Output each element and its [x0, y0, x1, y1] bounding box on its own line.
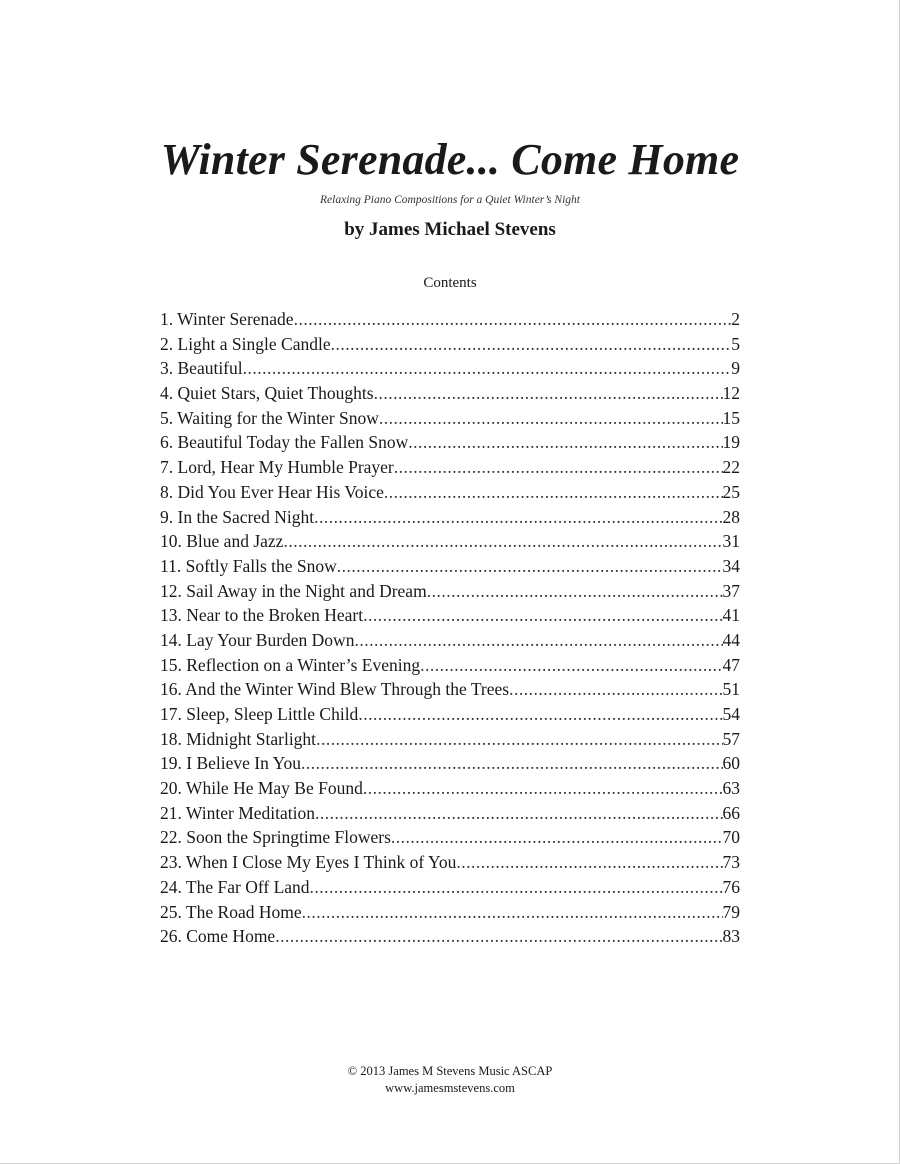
toc-dot-leader — [358, 702, 722, 727]
toc-entry — [160, 677, 740, 702]
toc-entry — [160, 332, 740, 357]
toc-dot-leader — [243, 356, 732, 381]
toc-entry-title: 18. Midnight Starlight — [160, 728, 317, 749]
toc-entry-title: 9. In the Sacred Night — [160, 506, 315, 527]
toc-entry-title: 23. When I Close My Eyes I Think of You — [160, 852, 457, 873]
toc-entry-page: 83 — [722, 926, 740, 947]
toc-entry-page: 41 — [722, 605, 740, 626]
toc-dot-leader — [314, 505, 722, 530]
toc-dot-leader — [337, 554, 723, 579]
toc-entry-page: 51 — [722, 679, 740, 700]
toc-entry-page: 44 — [722, 629, 740, 650]
toc-entry — [160, 727, 740, 752]
page-title: Winter Serenade... Come Home — [160, 135, 740, 184]
toc-entry-title: 2. Light a Single Candle — [160, 333, 331, 354]
toc-dot-leader — [509, 677, 722, 702]
toc-entry-page: 76 — [722, 876, 740, 897]
toc-entry-title: 11. Softly Falls the Snow — [160, 555, 337, 576]
toc-entry-page: 28 — [722, 506, 740, 527]
toc-entry-title: 25. The Road Home — [160, 901, 302, 922]
toc-entry-page: 31 — [722, 531, 740, 552]
toc-entry-title: 22. Soon the Springtime Flowers — [160, 827, 391, 848]
toc-entry-title: 13. Near to the Broken Heart — [160, 605, 364, 626]
toc-entry-title: 15. Reflection on a Winter’s Evening — [160, 654, 421, 675]
toc-entry-title: 6. Beautiful Today the Fallen Snow — [160, 432, 409, 453]
toc-entry-title: 7. Lord, Hear My Humble Prayer — [160, 457, 394, 478]
toc-dot-leader — [283, 529, 722, 554]
toc-entry-title: 21. Winter Meditation — [160, 802, 315, 823]
toc-entry — [160, 529, 740, 554]
toc-entry — [160, 628, 740, 653]
toc-entry-page: 66 — [722, 802, 740, 823]
toc-dot-leader — [354, 628, 722, 653]
toc-dot-leader — [384, 480, 723, 505]
toc-entry-title: 16. And the Winter Wind Blew Through the Trees — [160, 679, 510, 700]
toc-entry — [160, 702, 740, 727]
toc-entry — [160, 381, 740, 406]
author-line: by James Michael Stevens — [344, 219, 556, 240]
toc-dot-leader — [275, 924, 722, 949]
toc-dot-leader — [363, 603, 722, 628]
toc-entry — [160, 801, 740, 826]
page-subtitle: Relaxing Piano Compositions for a Quiet Winter’s Night — [320, 194, 580, 206]
toc-entry-page: 5 — [731, 333, 740, 354]
toc-entry-page: 12 — [722, 383, 740, 404]
toc-entry-title: 5. Waiting for the Winter Snow — [160, 407, 379, 428]
toc-dot-leader — [456, 850, 722, 875]
toc-entry-title: 10. Blue and Jazz — [160, 531, 284, 552]
toc-dot-leader — [391, 825, 723, 850]
toc-entry-page: 60 — [722, 753, 740, 774]
contents-heading: Contents — [423, 275, 477, 291]
toc-dot-leader — [379, 406, 723, 431]
toc-entry — [160, 875, 740, 900]
toc-entry-title: 17. Sleep, Sleep Little Child — [160, 704, 359, 724]
toc-entry-page: 34 — [722, 555, 740, 576]
toc-entry-page: 25 — [722, 481, 740, 502]
toc-entry-title: 19. I Believe In You — [160, 753, 301, 774]
toc-entry-page: 73 — [722, 852, 740, 873]
toc-entry — [160, 307, 740, 332]
toc-entry — [160, 825, 740, 850]
toc-dot-leader — [394, 455, 723, 480]
toc-dot-leader — [374, 381, 723, 406]
toc-entry-page: 15 — [722, 407, 740, 428]
toc-entry-page: 2 — [731, 309, 740, 329]
toc-dot-leader — [408, 430, 722, 455]
website-link[interactable]: www.jamesmstevens.com — [385, 1081, 515, 1095]
toc-dot-leader — [363, 776, 723, 801]
toc-entry — [160, 924, 740, 949]
footer — [0, 1063, 900, 1097]
toc-entry — [160, 455, 740, 480]
toc-entry — [160, 579, 740, 604]
table-of-contents — [160, 307, 740, 949]
copyright-notice: © 2013 James M Stevens Music ASCAP — [347, 1064, 553, 1078]
toc-entry — [160, 850, 740, 875]
toc-entry — [160, 900, 740, 925]
toc-entry-page: 37 — [722, 580, 740, 601]
toc-entry-page: 54 — [722, 704, 740, 724]
toc-entry-title: 1. Winter Serenade — [160, 309, 294, 329]
toc-entry-page: 19 — [722, 432, 740, 453]
toc-dot-leader — [294, 307, 732, 332]
toc-dot-leader — [310, 875, 723, 900]
toc-entry — [160, 554, 740, 579]
toc-dot-leader — [302, 900, 723, 925]
toc-entry-title: 12. Sail Away in the Night and Dream — [160, 580, 427, 601]
toc-entry-page: 9 — [731, 358, 740, 379]
toc-dot-leader — [427, 579, 723, 604]
toc-entry-page: 47 — [722, 654, 740, 675]
toc-entry-page: 70 — [722, 827, 740, 848]
toc-entry-title: 8. Did You Ever Hear His Voice — [160, 481, 384, 502]
toc-entry-page: 79 — [722, 901, 740, 922]
toc-entry — [160, 430, 740, 455]
toc-entry-title: 24. The Far Off Land — [160, 876, 310, 897]
toc-entry-title: 4. Quiet Stars, Quiet Thoughts — [160, 383, 374, 404]
toc-entry-title: 26. Come Home — [160, 926, 276, 947]
toc-entry — [160, 751, 740, 776]
toc-dot-leader — [316, 727, 722, 752]
toc-entry — [160, 603, 740, 628]
toc-entry-page: 57 — [722, 728, 740, 749]
toc-entry-page: 22 — [722, 457, 740, 478]
toc-entry — [160, 776, 740, 801]
toc-entry-title: 20. While He May Be Found — [160, 778, 363, 799]
toc-entry — [160, 356, 740, 381]
toc-dot-leader — [301, 751, 723, 776]
toc-dot-leader — [420, 653, 722, 678]
toc-entry-page: 63 — [722, 778, 740, 799]
toc-entry — [160, 505, 740, 530]
toc-entry-title: 3. Beautiful — [160, 358, 243, 379]
toc-dot-leader — [331, 332, 732, 357]
toc-entry — [160, 653, 740, 678]
toc-entry-title: 14. Lay Your Burden Down — [160, 629, 355, 650]
toc-entry — [160, 406, 740, 431]
toc-dot-leader — [315, 801, 723, 826]
toc-entry — [160, 480, 740, 505]
